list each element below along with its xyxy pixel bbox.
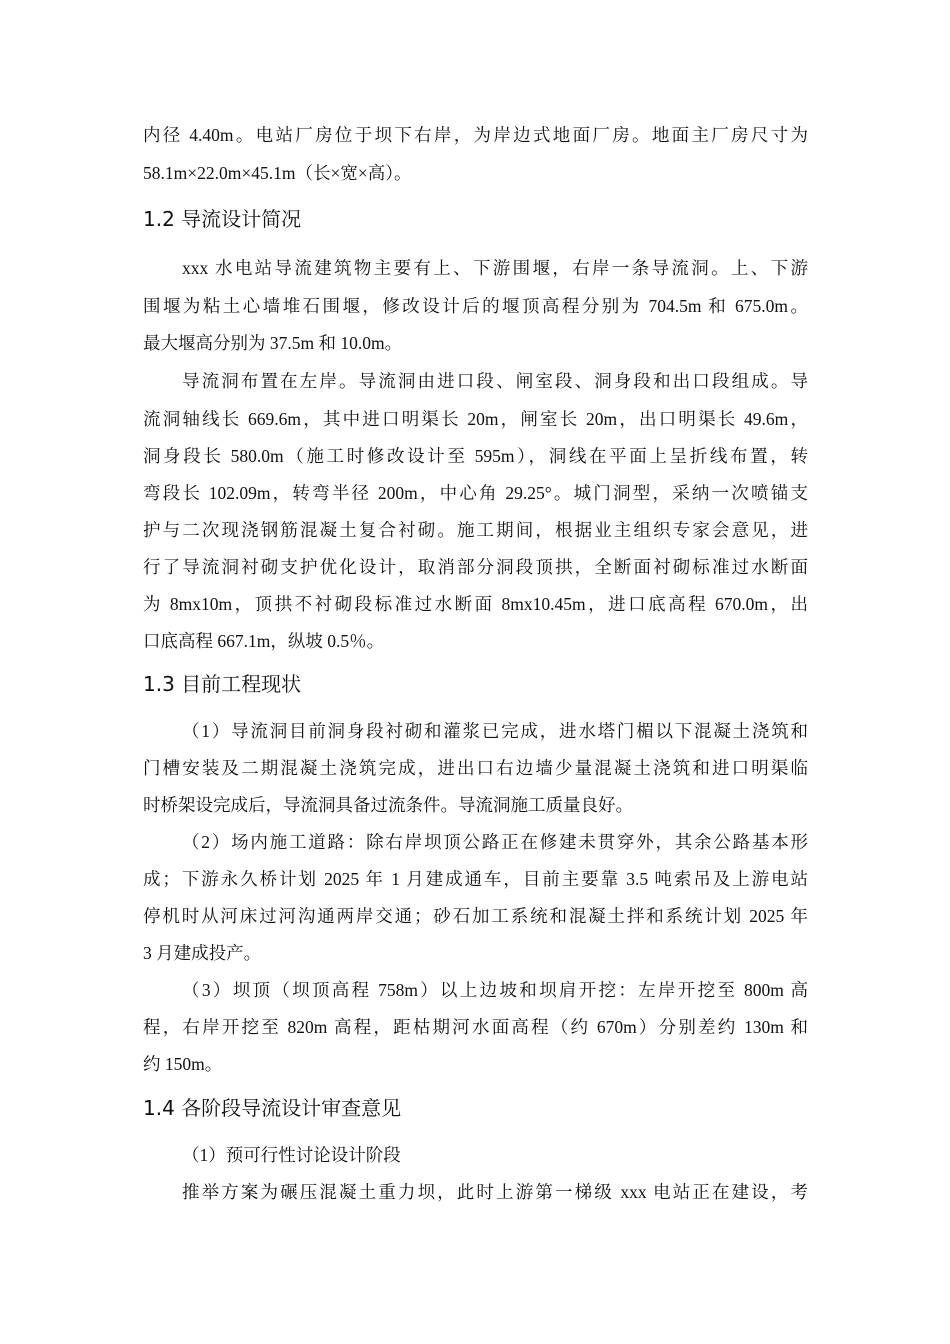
paragraph-line: 导流洞布置在左岸。导流洞由进口段、闸室段、洞身段和出口段组成。导 bbox=[182, 371, 808, 391]
paragraph-line: 围堰为粘土心墙堆石围堰，修改设计后的堰顶高程分别为 704.5m 和 675.0m。 bbox=[143, 296, 808, 316]
paragraph-line: xxx 水电站导流建筑物主要有上、下游围堰，右岸一条导流洞。上、下游 bbox=[182, 258, 808, 278]
paragraph-line: 弯段长 102.09m，转弯半径 200m，中心角 29.25°。城门洞型，采纳一次喷锚支 bbox=[143, 483, 808, 503]
paragraph-line: 行了导流洞衬砌支护优化设计，取消部分洞段顶拱，全断面衬砌标准过水断面 bbox=[143, 557, 808, 577]
paragraph-line: 为 8mx10m，顶拱不衬砌段标准过水断面 8mx10.45m，进口底高程 670.0m，出 bbox=[143, 594, 808, 614]
section-heading-1-2: 1.2 导流设计简况 bbox=[143, 207, 302, 231]
paragraph-line: 程，右岸开挖至 820m 高程，距枯期河水面高程（约 670m）分别差约 130m 和 bbox=[143, 1017, 808, 1037]
paragraph-line: 58.1m×22.0m×45.1m（长×宽×高）。 bbox=[143, 163, 412, 183]
paragraph-line: 停机时从河床过河沟通两岸交通；砂石加工系统和混凝土拌和系统计划 2025 年 bbox=[143, 906, 808, 926]
paragraph-line: （2）场内施工道路：除右岸坝顶公路正在修建未贯穿外，其余公路基本形 bbox=[182, 832, 808, 852]
paragraph-line: 口底高程 667.1m，纵坡 0.5％。 bbox=[143, 631, 385, 651]
paragraph-line: 流洞轴线长 669.6m，其中进口明渠长 20m，闸室长 20m，出口明渠长 49.6m， bbox=[143, 409, 808, 429]
section-heading-1-4: 1.4 各阶段导流设计审查意见 bbox=[143, 1096, 402, 1120]
paragraph-line: 成；下游永久桥计划 2025 年 1 月建成通车，目前主要靠 3.5 吨索吊及上游电站 bbox=[143, 869, 808, 889]
paragraph-line: 推举方案为碾压混凝土重力坝，此时上游第一梯级 xxx 电站正在建设，考 bbox=[182, 1182, 808, 1202]
section-heading-1-3: 1.3 目前工程现状 bbox=[143, 672, 302, 696]
paragraph-line: 3 月建成投产。 bbox=[143, 943, 262, 963]
paragraph-line: 洞身段长 580.0m（施工时修改设计至 595m），洞线在平面上呈折线布置，转 bbox=[143, 446, 808, 466]
paragraph-line: 护与二次现浇钢筋混凝土复合衬砌。施工期间，根据业主组织专家会意见，进 bbox=[143, 520, 808, 540]
paragraph-line: 内径 4.40m。电站厂房位于坝下右岸，为岸边式地面厂房。地面主厂房尺寸为 bbox=[143, 125, 808, 145]
paragraph-line: 时桥架设完成后，导流洞具备过流条件。导流洞施工质量良好。 bbox=[143, 795, 633, 815]
paragraph-line: （3）坝顶（坝顶高程 758m）以上边坡和坝肩开挖：左岸开挖至 800m 高 bbox=[182, 980, 808, 1000]
paragraph-line: （1）预可行性讨论设计阶段 bbox=[182, 1145, 401, 1165]
paragraph-line: 门槽安装及二期混凝土浇筑完成，进出口右边墙少量混凝土浇筑和进口明渠临 bbox=[143, 758, 808, 778]
paragraph-line: （1）导流洞目前洞身段衬砌和灌浆已完成，进水塔门楣以下混凝土浇筑和 bbox=[182, 721, 808, 741]
paragraph-line: 最大堰高分别为 37.5m 和 10.0m。 bbox=[143, 333, 403, 353]
paragraph-line: 约 150m。 bbox=[143, 1054, 223, 1074]
